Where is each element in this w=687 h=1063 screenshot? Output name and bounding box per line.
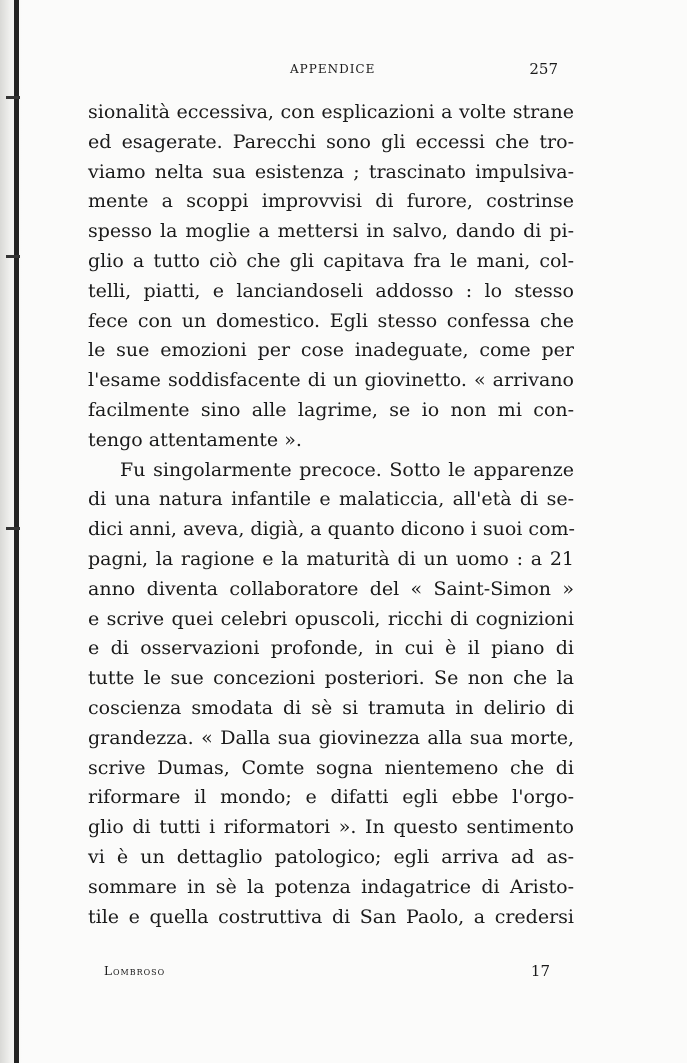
printer-signature: Lombroso (104, 964, 166, 978)
text-line: tengo attentamente ». (88, 428, 302, 451)
text-line: riformare il mondo; e difatti egli ebbe l'orgo- (88, 786, 574, 809)
binding-mark (6, 96, 20, 99)
text-line: glio a tutto ciò che gli capitava fra le mani, col- (88, 249, 574, 272)
running-head: APPENDICE (290, 62, 376, 76)
text-line: e di osservazioni profonde, in cui è il piano di (88, 637, 574, 660)
signature-number: 17 (530, 962, 550, 980)
binding-line (14, 0, 19, 1063)
page-number: 257 (529, 60, 558, 78)
binding-mark (6, 527, 20, 530)
text-line: tile e quella costruttiva di San Paolo, a credersi (88, 905, 574, 928)
text-line: l'esame soddisfacente di un giovinetto. « arrivano (88, 369, 574, 392)
text-line: grandezza. « Dalla sua giovinezza alla sua morte, (88, 726, 574, 749)
text-line: viamo nelta sua esistenza ; trascinato impulsiva- (88, 160, 574, 183)
body-text (88, 98, 574, 932)
text-line: facilmente sino alle lagrime, se io non mi con- (88, 398, 574, 421)
text-line: ed esagerate. Parecchi sono gli eccessi che tro- (88, 130, 574, 153)
text-line: anno diventa collaboratore del « Saint-Simon » (88, 577, 574, 600)
text-line: Fu singolarmente precoce. Sotto le apparenze (120, 458, 574, 481)
text-line: e scrive quei celebri opuscoli, ricchi di cognizioni (88, 607, 574, 630)
text-line: sommare in sè la potenza indagatrice di Aristo- (88, 875, 574, 898)
text-line: tutte le sue concezioni posteriori. Se non che la (88, 667, 574, 690)
binding-mark (6, 255, 20, 258)
text-line: fece con un domestico. Egli stesso confessa che (88, 309, 574, 332)
page-header (88, 60, 558, 84)
page-footer (88, 960, 558, 984)
text-line: dici anni, aveva, digià, a quanto dicono i suoi com- (88, 518, 575, 541)
paragraph-1 (88, 98, 574, 456)
text-line: pagni, la ragione e la maturità di un uomo : a 21 (88, 547, 574, 570)
text-line: mente a scoppi improvvisi di furore, costrinse (88, 190, 574, 213)
paragraph-2 (88, 456, 574, 933)
text-line: le sue emozioni per cose inadeguate, come per (88, 339, 574, 362)
text-line: coscienza smodata di sè si tramuta in delirio di (88, 696, 574, 719)
text-line: vi è un dettaglio patologico; egli arriva ad as- (88, 845, 574, 868)
text-line: spesso la moglie a mettersi in salvo, dando di pi- (88, 220, 574, 243)
text-line: sionalità eccessiva, con esplicazioni a volte strane (88, 101, 574, 123)
text-line: scrive Dumas, Comte sogna nientemeno che di (88, 756, 574, 779)
text-line: telli, piatti, e lanciandoseli addosso : lo stesso (88, 279, 574, 302)
text-line: glio di tutti i riformatori ». In questo sentimento (88, 816, 574, 839)
text-line: di una natura infantile e malaticcia, all'età di se- (88, 488, 574, 511)
